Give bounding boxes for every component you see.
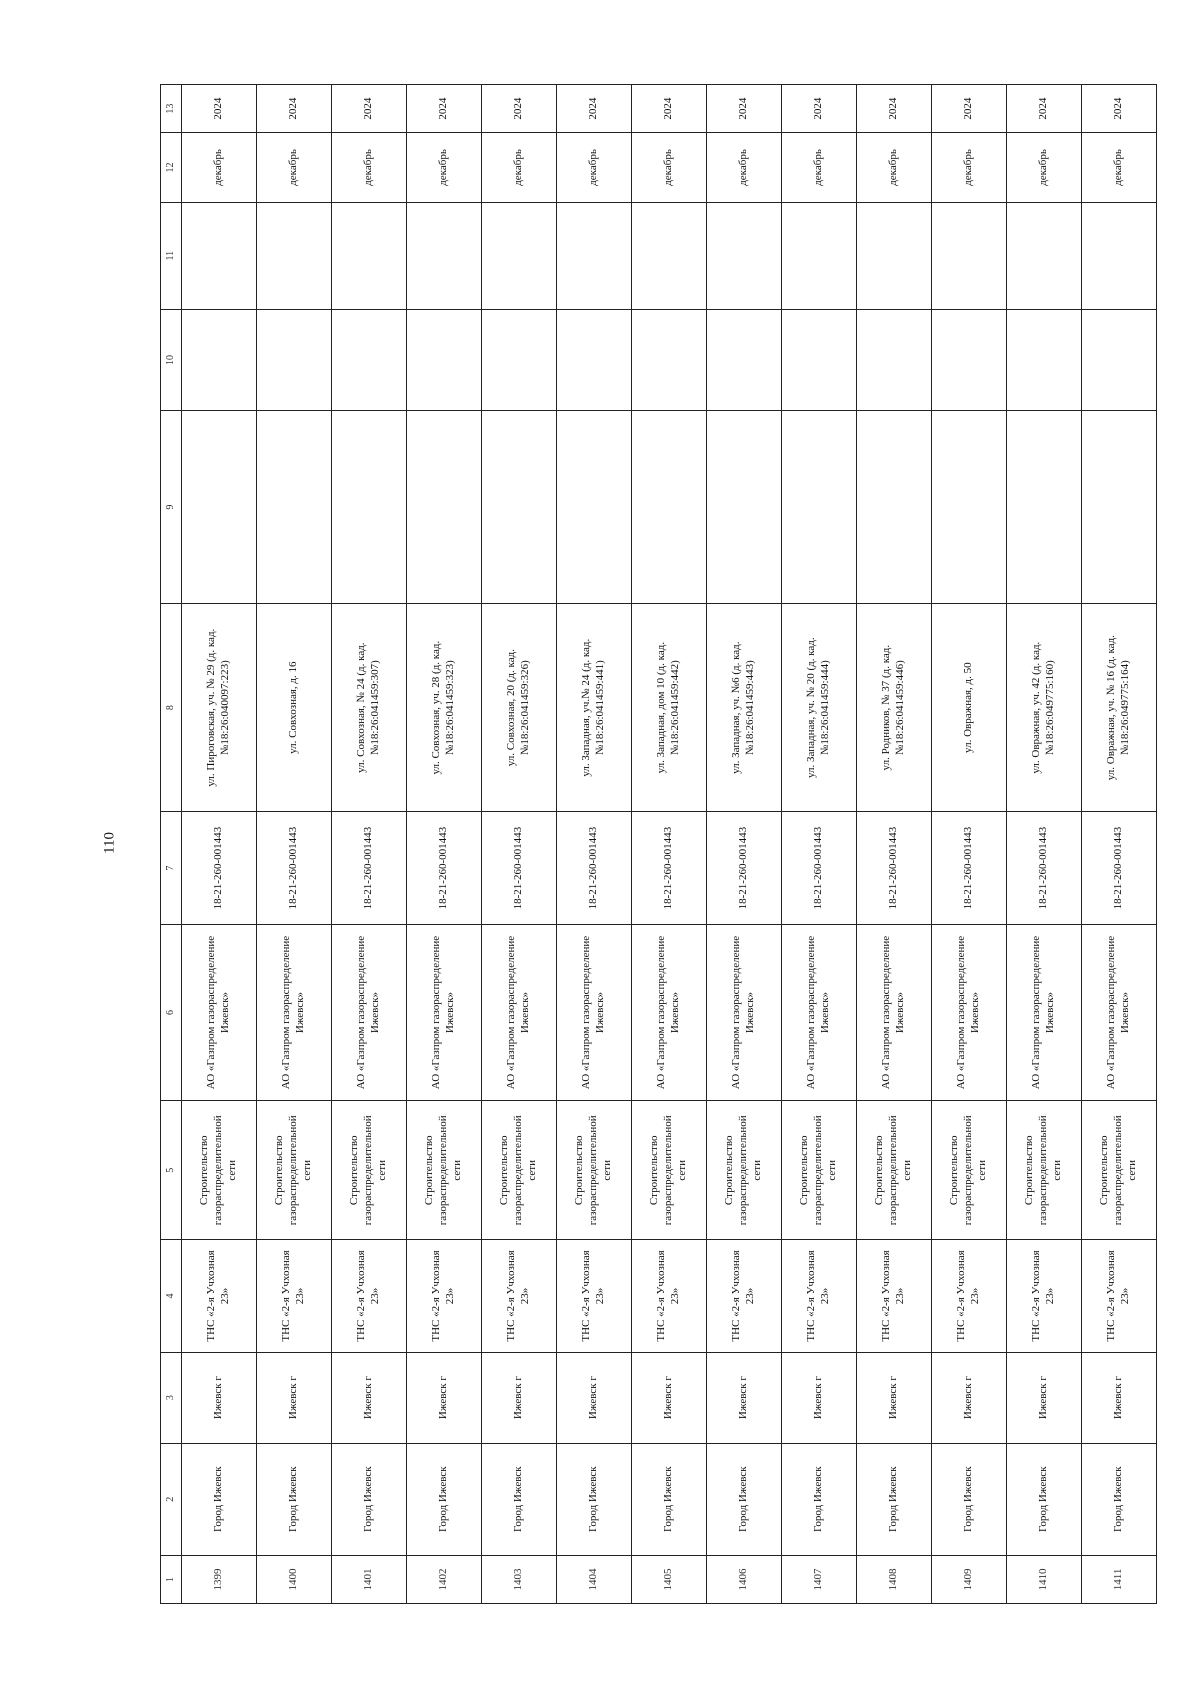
col9-cell bbox=[932, 411, 1007, 604]
month-cell: декабрь bbox=[632, 133, 707, 203]
col10-cell bbox=[632, 309, 707, 411]
table-row bbox=[782, 85, 857, 1604]
address-cell: ул. Западная, уч. №6 (д. кад.№18:26:041459:443) bbox=[707, 603, 782, 812]
tns-cell: ТНС «2-я Учхозная 23» bbox=[707, 1240, 782, 1352]
tns-cell: ТНС «2-я Учхозная 23» bbox=[1082, 1240, 1157, 1352]
settlement-cell: Ижевск г bbox=[482, 1352, 557, 1443]
year-cell: 2024 bbox=[632, 85, 707, 133]
col11-cell bbox=[257, 202, 332, 309]
table-container bbox=[160, 84, 1138, 1604]
month-cell: декабрь bbox=[407, 133, 482, 203]
col9-cell bbox=[557, 411, 632, 604]
code-cell: 18-21-260-001443 bbox=[407, 812, 482, 924]
settlement-cell: Ижевск г bbox=[182, 1352, 257, 1443]
col11-cell bbox=[557, 202, 632, 309]
organization-cell: АО «Газпром газораспределение Ижевск» bbox=[557, 924, 632, 1101]
organization-cell: АО «Газпром газораспределение Ижевск» bbox=[632, 924, 707, 1101]
col9-cell bbox=[632, 411, 707, 604]
column-number-row bbox=[161, 85, 182, 1604]
row-index-cell: 1399 bbox=[182, 1555, 257, 1603]
address-cell: ул. Совхозная, уч. 28 (д. кад.№18:26:041459:323) bbox=[407, 603, 482, 812]
col11-cell bbox=[407, 202, 482, 309]
municipality-cell: Город Ижевск bbox=[1082, 1443, 1157, 1555]
table-row bbox=[707, 85, 782, 1604]
work-type-cell: Строительство газораспределительной сети bbox=[932, 1101, 1007, 1240]
row-index-cell: 1406 bbox=[707, 1555, 782, 1603]
settlement-cell: Ижевск г bbox=[782, 1352, 857, 1443]
row-index-cell: 1407 bbox=[782, 1555, 857, 1603]
tns-cell: ТНС «2-я Учхозная 23» bbox=[632, 1240, 707, 1352]
work-type-cell: Строительство газораспределительной сети bbox=[407, 1101, 482, 1240]
row-index-cell: 1411 bbox=[1082, 1555, 1157, 1603]
gasification-table bbox=[160, 84, 1157, 1604]
year-cell: 2024 bbox=[707, 85, 782, 133]
column-number: 8 bbox=[161, 603, 182, 812]
row-index-cell: 1401 bbox=[332, 1555, 407, 1603]
col9-cell bbox=[407, 411, 482, 604]
address-cell: ул. Родников, № 37 (д. кад.№18:26:041459:446) bbox=[857, 603, 932, 812]
col11-cell bbox=[482, 202, 557, 309]
col11-cell bbox=[332, 202, 407, 309]
table-row bbox=[482, 85, 557, 1604]
address-cell: ул. Овражная, уч. № 16 (д. кад.№18:26:049775:164) bbox=[1082, 603, 1157, 812]
column-number: 9 bbox=[161, 411, 182, 604]
address-cell: ул. Пироговская, уч. № 29 (д. кад.№18:26:040097:223) bbox=[182, 603, 257, 812]
table-row bbox=[932, 85, 1007, 1604]
settlement-cell: Ижевск г bbox=[557, 1352, 632, 1443]
col10-cell bbox=[1082, 309, 1157, 411]
year-cell: 2024 bbox=[1082, 85, 1157, 133]
column-number: 1 bbox=[161, 1555, 182, 1603]
tns-cell: ТНС «2-я Учхозная 23» bbox=[857, 1240, 932, 1352]
row-index-cell: 1400 bbox=[257, 1555, 332, 1603]
work-type-cell: Строительство газораспределительной сети bbox=[782, 1101, 857, 1240]
work-type-cell: Строительство газораспределительной сети bbox=[857, 1101, 932, 1240]
year-cell: 2024 bbox=[407, 85, 482, 133]
work-type-cell: Строительство газораспределительной сети bbox=[1082, 1101, 1157, 1240]
table-row bbox=[1007, 85, 1082, 1604]
code-cell: 18-21-260-001443 bbox=[182, 812, 257, 924]
year-cell: 2024 bbox=[782, 85, 857, 133]
col10-cell bbox=[332, 309, 407, 411]
col11-cell bbox=[182, 202, 257, 309]
address-cell: ул. Западная, уч.№ 24 (д. кад.№18:26:041459:441) bbox=[557, 603, 632, 812]
municipality-cell: Город Ижевск bbox=[857, 1443, 932, 1555]
settlement-cell: Ижевск г bbox=[257, 1352, 332, 1443]
col10-cell bbox=[182, 309, 257, 411]
col9-cell bbox=[857, 411, 932, 604]
month-cell: декабрь bbox=[1082, 133, 1157, 203]
table-row bbox=[332, 85, 407, 1604]
col11-cell bbox=[1082, 202, 1157, 309]
col9-cell bbox=[782, 411, 857, 604]
col9-cell bbox=[182, 411, 257, 604]
month-cell: декабрь bbox=[482, 133, 557, 203]
work-type-cell: Строительство газораспределительной сети bbox=[632, 1101, 707, 1240]
column-number: 7 bbox=[161, 812, 182, 924]
work-type-cell: Строительство газораспределительной сети bbox=[1007, 1101, 1082, 1240]
col10-cell bbox=[932, 309, 1007, 411]
month-cell: декабрь bbox=[257, 133, 332, 203]
organization-cell: АО «Газпром газораспределение Ижевск» bbox=[1082, 924, 1157, 1101]
col9-cell bbox=[257, 411, 332, 604]
table-row bbox=[257, 85, 332, 1604]
col11-cell bbox=[632, 202, 707, 309]
column-number: 12 bbox=[161, 133, 182, 203]
work-type-cell: Строительство газораспределительной сети bbox=[257, 1101, 332, 1240]
col11-cell bbox=[932, 202, 1007, 309]
row-index-cell: 1410 bbox=[1007, 1555, 1082, 1603]
column-number: 2 bbox=[161, 1443, 182, 1555]
col11-cell bbox=[707, 202, 782, 309]
municipality-cell: Город Ижевск bbox=[482, 1443, 557, 1555]
code-cell: 18-21-260-001443 bbox=[1007, 812, 1082, 924]
tns-cell: ТНС «2-я Учхозная 23» bbox=[482, 1240, 557, 1352]
address-cell: ул. Западная, уч. № 20 (д. кад.№18:26:041459:444) bbox=[782, 603, 857, 812]
work-type-cell: Строительство газораспределительной сети bbox=[707, 1101, 782, 1240]
code-cell: 18-21-260-001443 bbox=[557, 812, 632, 924]
row-index-cell: 1409 bbox=[932, 1555, 1007, 1603]
year-cell: 2024 bbox=[857, 85, 932, 133]
address-cell: ул. Овражная, д. 50 bbox=[932, 603, 1007, 812]
organization-cell: АО «Газпром газораспределение Ижевск» bbox=[482, 924, 557, 1101]
organization-cell: АО «Газпром газораспределение Ижевск» bbox=[857, 924, 932, 1101]
year-cell: 2024 bbox=[257, 85, 332, 133]
col10-cell bbox=[857, 309, 932, 411]
municipality-cell: Город Ижевск bbox=[932, 1443, 1007, 1555]
organization-cell: АО «Газпром газораспределение Ижевск» bbox=[182, 924, 257, 1101]
col10-cell bbox=[557, 309, 632, 411]
column-number: 5 bbox=[161, 1101, 182, 1240]
col9-cell bbox=[707, 411, 782, 604]
year-cell: 2024 bbox=[482, 85, 557, 133]
municipality-cell: Город Ижевск bbox=[257, 1443, 332, 1555]
tns-cell: ТНС «2-я Учхозная 23» bbox=[1007, 1240, 1082, 1352]
month-cell: декабрь bbox=[782, 133, 857, 203]
code-cell: 18-21-260-001443 bbox=[857, 812, 932, 924]
col9-cell bbox=[482, 411, 557, 604]
code-cell: 18-21-260-001443 bbox=[632, 812, 707, 924]
col9-cell bbox=[1007, 411, 1082, 604]
settlement-cell: Ижевск г bbox=[707, 1352, 782, 1443]
table-row bbox=[182, 85, 257, 1604]
organization-cell: АО «Газпром газораспределение Ижевск» bbox=[407, 924, 482, 1101]
municipality-cell: Город Ижевск bbox=[182, 1443, 257, 1555]
column-number: 6 bbox=[161, 924, 182, 1101]
page-number: 110 bbox=[101, 832, 118, 854]
address-cell: ул. Западная, дом 10 (д. кад.№18:26:041459:442) bbox=[632, 603, 707, 812]
municipality-cell: Город Ижевск bbox=[782, 1443, 857, 1555]
table-row bbox=[1082, 85, 1157, 1604]
work-type-cell: Строительство газораспределительной сети bbox=[332, 1101, 407, 1240]
column-number: 10 bbox=[161, 309, 182, 411]
municipality-cell: Город Ижевск bbox=[707, 1443, 782, 1555]
code-cell: 18-21-260-001443 bbox=[707, 812, 782, 924]
tns-cell: ТНС «2-я Учхозная 23» bbox=[257, 1240, 332, 1352]
column-number: 13 bbox=[161, 85, 182, 133]
address-cell: ул. Совхозная, д. 16 bbox=[257, 603, 332, 812]
col10-cell bbox=[407, 309, 482, 411]
tns-cell: ТНС «2-я Учхозная 23» bbox=[407, 1240, 482, 1352]
table-row bbox=[857, 85, 932, 1604]
row-index-cell: 1404 bbox=[557, 1555, 632, 1603]
col10-cell bbox=[782, 309, 857, 411]
table-row bbox=[632, 85, 707, 1604]
organization-cell: АО «Газпром газораспределение Ижевск» bbox=[257, 924, 332, 1101]
year-cell: 2024 bbox=[332, 85, 407, 133]
month-cell: декабрь bbox=[182, 133, 257, 203]
work-type-cell: Строительство газораспределительной сети bbox=[182, 1101, 257, 1240]
tns-cell: ТНС «2-я Учхозная 23» bbox=[557, 1240, 632, 1352]
table-row bbox=[407, 85, 482, 1604]
table-row bbox=[557, 85, 632, 1604]
settlement-cell: Ижевск г bbox=[932, 1352, 1007, 1443]
column-number: 4 bbox=[161, 1240, 182, 1352]
municipality-cell: Город Ижевск bbox=[407, 1443, 482, 1555]
organization-cell: АО «Газпром газораспределение Ижевск» bbox=[932, 924, 1007, 1101]
address-cell: ул. Совхозная, № 24 (д. кад.№18:26:041459:307) bbox=[332, 603, 407, 812]
year-cell: 2024 bbox=[182, 85, 257, 133]
col10-cell bbox=[1007, 309, 1082, 411]
settlement-cell: Ижевск г bbox=[407, 1352, 482, 1443]
row-index-cell: 1408 bbox=[857, 1555, 932, 1603]
table-body bbox=[161, 85, 1157, 1604]
row-index-cell: 1402 bbox=[407, 1555, 482, 1603]
settlement-cell: Ижевск г bbox=[857, 1352, 932, 1443]
work-type-cell: Строительство газораспределительной сети bbox=[557, 1101, 632, 1240]
settlement-cell: Ижевск г bbox=[1007, 1352, 1082, 1443]
tns-cell: ТНС «2-я Учхозная 23» bbox=[182, 1240, 257, 1352]
settlement-cell: Ижевск г bbox=[332, 1352, 407, 1443]
tns-cell: ТНС «2-я Учхозная 23» bbox=[332, 1240, 407, 1352]
settlement-cell: Ижевск г bbox=[1082, 1352, 1157, 1443]
municipality-cell: Город Ижевск bbox=[557, 1443, 632, 1555]
column-number: 3 bbox=[161, 1352, 182, 1443]
col11-cell bbox=[857, 202, 932, 309]
year-cell: 2024 bbox=[1007, 85, 1082, 133]
municipality-cell: Город Ижевск bbox=[1007, 1443, 1082, 1555]
code-cell: 18-21-260-001443 bbox=[482, 812, 557, 924]
code-cell: 18-21-260-001443 bbox=[332, 812, 407, 924]
year-cell: 2024 bbox=[557, 85, 632, 133]
tns-cell: ТНС «2-я Учхозная 23» bbox=[782, 1240, 857, 1352]
col11-cell bbox=[1007, 202, 1082, 309]
month-cell: декабрь bbox=[857, 133, 932, 203]
municipality-cell: Город Ижевск bbox=[632, 1443, 707, 1555]
municipality-cell: Город Ижевск bbox=[332, 1443, 407, 1555]
month-cell: декабрь bbox=[707, 133, 782, 203]
col9-cell bbox=[1082, 411, 1157, 604]
work-type-cell: Строительство газораспределительной сети bbox=[482, 1101, 557, 1240]
month-cell: декабрь bbox=[1007, 133, 1082, 203]
month-cell: декабрь bbox=[332, 133, 407, 203]
organization-cell: АО «Газпром газораспределение Ижевск» bbox=[332, 924, 407, 1101]
year-cell: 2024 bbox=[932, 85, 1007, 133]
address-cell: ул. Овражная, уч. 42 (д. кад.№18:26:049775:160) bbox=[1007, 603, 1082, 812]
code-cell: 18-21-260-001443 bbox=[257, 812, 332, 924]
code-cell: 18-21-260-001443 bbox=[1082, 812, 1157, 924]
organization-cell: АО «Газпром газораспределение Ижевск» bbox=[1007, 924, 1082, 1101]
month-cell: декабрь bbox=[932, 133, 1007, 203]
organization-cell: АО «Газпром газораспределение Ижевск» bbox=[707, 924, 782, 1101]
col10-cell bbox=[257, 309, 332, 411]
col10-cell bbox=[482, 309, 557, 411]
row-index-cell: 1405 bbox=[632, 1555, 707, 1603]
address-cell: ул. Совхозная, 20 (д. кад.№18:26:041459:326) bbox=[482, 603, 557, 812]
organization-cell: АО «Газпром газораспределение Ижевск» bbox=[782, 924, 857, 1101]
code-cell: 18-21-260-001443 bbox=[932, 812, 1007, 924]
col9-cell bbox=[332, 411, 407, 604]
col11-cell bbox=[782, 202, 857, 309]
row-index-cell: 1403 bbox=[482, 1555, 557, 1603]
settlement-cell: Ижевск г bbox=[632, 1352, 707, 1443]
code-cell: 18-21-260-001443 bbox=[782, 812, 857, 924]
col10-cell bbox=[707, 309, 782, 411]
month-cell: декабрь bbox=[557, 133, 632, 203]
column-number: 11 bbox=[161, 202, 182, 309]
tns-cell: ТНС «2-я Учхозная 23» bbox=[932, 1240, 1007, 1352]
